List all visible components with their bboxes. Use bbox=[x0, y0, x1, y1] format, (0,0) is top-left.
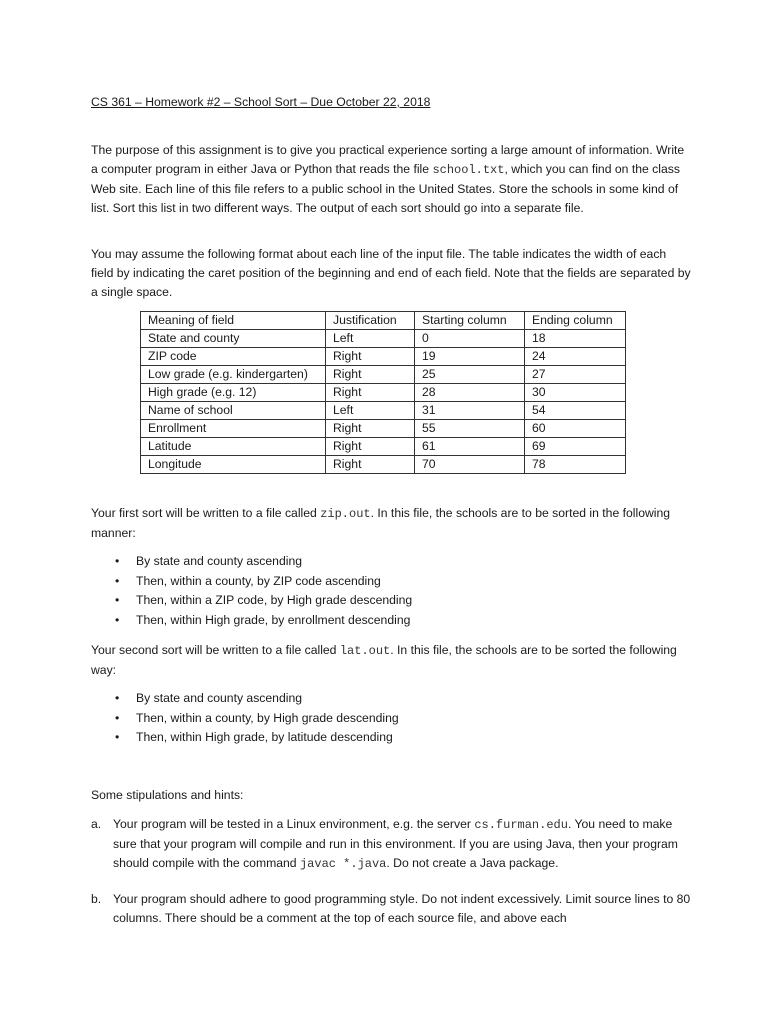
hint-item-b bbox=[91, 890, 691, 928]
table-cell: 27 bbox=[525, 366, 626, 384]
list-item: • Then, within a county, by ZIP code ascending bbox=[113, 572, 673, 592]
table-cell: 24 bbox=[525, 348, 626, 366]
hint-a-text-1: Your program will be tested in a Linux environment, e.g. the server bbox=[113, 817, 475, 831]
table-row bbox=[141, 348, 626, 366]
table-row bbox=[141, 330, 626, 348]
table-cell: Longitude bbox=[141, 456, 326, 474]
table-cell: Low grade (e.g. kindergarten) bbox=[141, 366, 326, 384]
table-cell: 31 bbox=[415, 402, 525, 420]
hint-text: Your program should adhere to good programming style. Do not indent excessively. Limit source lines to 80 columns. There should be a comment at the top of each source file, and above each bbox=[113, 892, 691, 925]
lat-filename: lat.out bbox=[339, 644, 391, 658]
table-cell: High grade (e.g. 12) bbox=[141, 384, 326, 402]
table-cell: 25 bbox=[415, 366, 525, 384]
input-filename: school.txt bbox=[432, 163, 505, 177]
list-item: • Then, within High grade, by enrollment descending bbox=[113, 611, 673, 631]
table-row bbox=[141, 438, 626, 456]
second-sort-text-1: Your second sort will be written to a file called bbox=[91, 643, 340, 657]
field-format-table bbox=[140, 311, 626, 474]
first-sort-criteria-list bbox=[113, 552, 673, 630]
table-cell: 30 bbox=[525, 384, 626, 402]
table-cell: Right bbox=[326, 384, 415, 402]
table-cell: 0 bbox=[415, 330, 525, 348]
second-sort-criteria-list bbox=[113, 689, 673, 748]
list-item: • By state and county ascending bbox=[113, 552, 673, 572]
table-cell: Right bbox=[326, 348, 415, 366]
table-cell: 19 bbox=[415, 348, 525, 366]
hint-a-text-2: . You need to make sure that your program will compile and run in this environment. If you are using Java, then your program should compile with the command bbox=[113, 817, 678, 870]
table-cell: Enrollment bbox=[141, 420, 326, 438]
table-cell: Right bbox=[326, 420, 415, 438]
table-cell: 70 bbox=[415, 456, 525, 474]
table-cell: 18 bbox=[525, 330, 626, 348]
first-sort-text-1: Your first sort will be written to a file called bbox=[91, 506, 321, 520]
compile-command: javac *.java bbox=[299, 857, 387, 871]
list-item: • Then, within a county, by High grade descending bbox=[113, 709, 673, 729]
table-row bbox=[141, 366, 626, 384]
hint-label: b. bbox=[91, 892, 102, 906]
table-cell: 55 bbox=[415, 420, 525, 438]
table-cell: Latitude bbox=[141, 438, 326, 456]
list-item: • By state and county ascending bbox=[113, 689, 673, 709]
first-sort-paragraph bbox=[91, 504, 691, 543]
table-row bbox=[141, 402, 626, 420]
intro-text-1: The purpose of this assignment is to give you practical experience sorting a large amount of information. Write a computer program in either Java or Python that reads the file bbox=[91, 143, 685, 176]
table-cell: Name of school bbox=[141, 402, 326, 420]
table-cell: 78 bbox=[525, 456, 626, 474]
table-cell: Left bbox=[326, 402, 415, 420]
list-item: • Then, within a ZIP code, by High grade descending bbox=[113, 591, 673, 611]
table-cell: State and county bbox=[141, 330, 326, 348]
hint-label: a. bbox=[91, 817, 102, 831]
table-header-cell: Justification bbox=[326, 312, 415, 330]
table-cell: ZIP code bbox=[141, 348, 326, 366]
intro-text-2: , which you can find on the class Web site. Each line of this file refers to a public school in the United States. Store the schools in some kind of list. Sort this list in two different ways. The output of each sort should go into a separate file. bbox=[91, 162, 680, 215]
hint-a-text-3: . Do not create a Java package. bbox=[386, 856, 559, 870]
table-cell: Right bbox=[326, 366, 415, 384]
table-row bbox=[141, 420, 626, 438]
table-row bbox=[141, 456, 626, 474]
intro-paragraph bbox=[91, 141, 691, 218]
second-sort-paragraph bbox=[91, 641, 691, 680]
hint-text bbox=[113, 815, 691, 874]
table-header-row bbox=[141, 312, 626, 330]
server-name: cs.furman.edu bbox=[474, 818, 568, 832]
page-title: CS 361 – Homework #2 – School Sort – Due October 22, 2018 bbox=[91, 95, 431, 109]
table-row bbox=[141, 384, 626, 402]
hint-item-a bbox=[91, 815, 691, 874]
table-cell: Right bbox=[326, 438, 415, 456]
table-header-cell: Meaning of field bbox=[141, 312, 326, 330]
second-sort-text-2: . In this file, the schools are to be sorted the following way: bbox=[91, 643, 677, 677]
hints-heading: Some stipulations and hints: bbox=[91, 788, 244, 802]
format-paragraph: You may assume the following format about each line of the input file. The table indicates the width of each field by indicating the caret position of the beginning and end of each field. Note that the fields are separated by a single space. bbox=[91, 247, 691, 299]
table-cell: 69 bbox=[525, 438, 626, 456]
table-cell: Left bbox=[326, 330, 415, 348]
zip-filename: zip.out bbox=[320, 507, 371, 521]
table-header-cell: Ending column bbox=[525, 312, 626, 330]
table-cell: 54 bbox=[525, 402, 626, 420]
first-sort-text-2: . In this file, the schools are to be sorted in the following manner: bbox=[91, 506, 671, 540]
table-cell: 28 bbox=[415, 384, 525, 402]
table-cell: 61 bbox=[415, 438, 525, 456]
table-cell: Right bbox=[326, 456, 415, 474]
table-cell: 60 bbox=[525, 420, 626, 438]
list-item: • Then, within High grade, by latitude descending bbox=[113, 728, 673, 748]
table-header-cell: Starting column bbox=[415, 312, 525, 330]
